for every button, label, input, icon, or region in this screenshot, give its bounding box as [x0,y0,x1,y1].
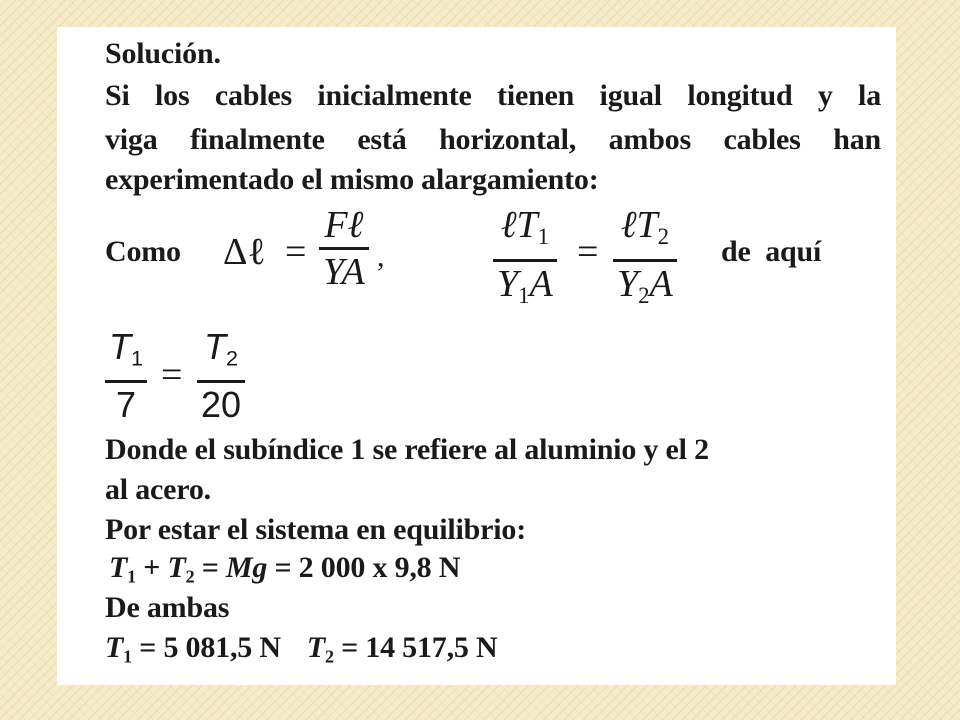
equals-sign: = [577,231,599,273]
solution-heading: Solución. [105,37,221,70]
paragraph-line-3: experimentado el mismo alargamiento: [105,163,599,196]
fraction-numerator: Fℓ [324,204,364,246]
slide-content-panel [57,27,896,685]
fraction-numerator: $T_1$ [109,326,144,371]
paragraph-line-1: Si los cables inicialmente tienen igual longitud y la [105,79,881,112]
paragraph-line-2: viga finalmente está horizontal, ambos cables han [105,123,881,156]
fraction-denominator: YA [323,251,365,293]
fraction-t2-over-20 [197,325,245,427]
fraction-denominator: 20 [201,384,242,426]
text-line-subscript: Donde el subíndice 1 se refiere al aluminio y el 2 [105,433,709,466]
fraction-numerator: ℓT$_1$ [500,204,550,249]
text-line-acero: al acero. [105,473,211,506]
fraction-denominator: $Y_2A$ [617,262,673,308]
de-aqui-label: de aquí [721,235,822,268]
fraction-denominator: $Y_1A$ [497,262,553,308]
delta-l-symbol: Δℓ [223,231,266,273]
text-line-equilibrio: Por estar el sistema en equilibrio: [105,513,526,546]
fraction-denominator: 7 [115,384,137,426]
equilibrium-equation: $T_1 + T_2 = Mg = 2$ 000 x 9,8 N [109,551,461,587]
equals-sign: = [285,231,307,273]
como-label: Como [105,235,181,268]
fraction-numerator: $T_2$ [204,326,239,371]
fraction-fl-over-ya [319,203,369,294]
fraction-lt1-over-y1a [493,203,557,318]
result-equation: $T_1 = 5$ 081,5 N $T_2 = 14$ 517,5 N [105,631,498,667]
fraction-t1-over-7 [105,325,147,427]
equals-sign: = [161,354,183,396]
comma: , [377,240,385,273]
fraction-lt2-over-y2a [613,203,677,318]
de-ambas-label: De ambas [105,591,230,624]
fraction-numerator: ℓT$_2$ [620,204,670,249]
